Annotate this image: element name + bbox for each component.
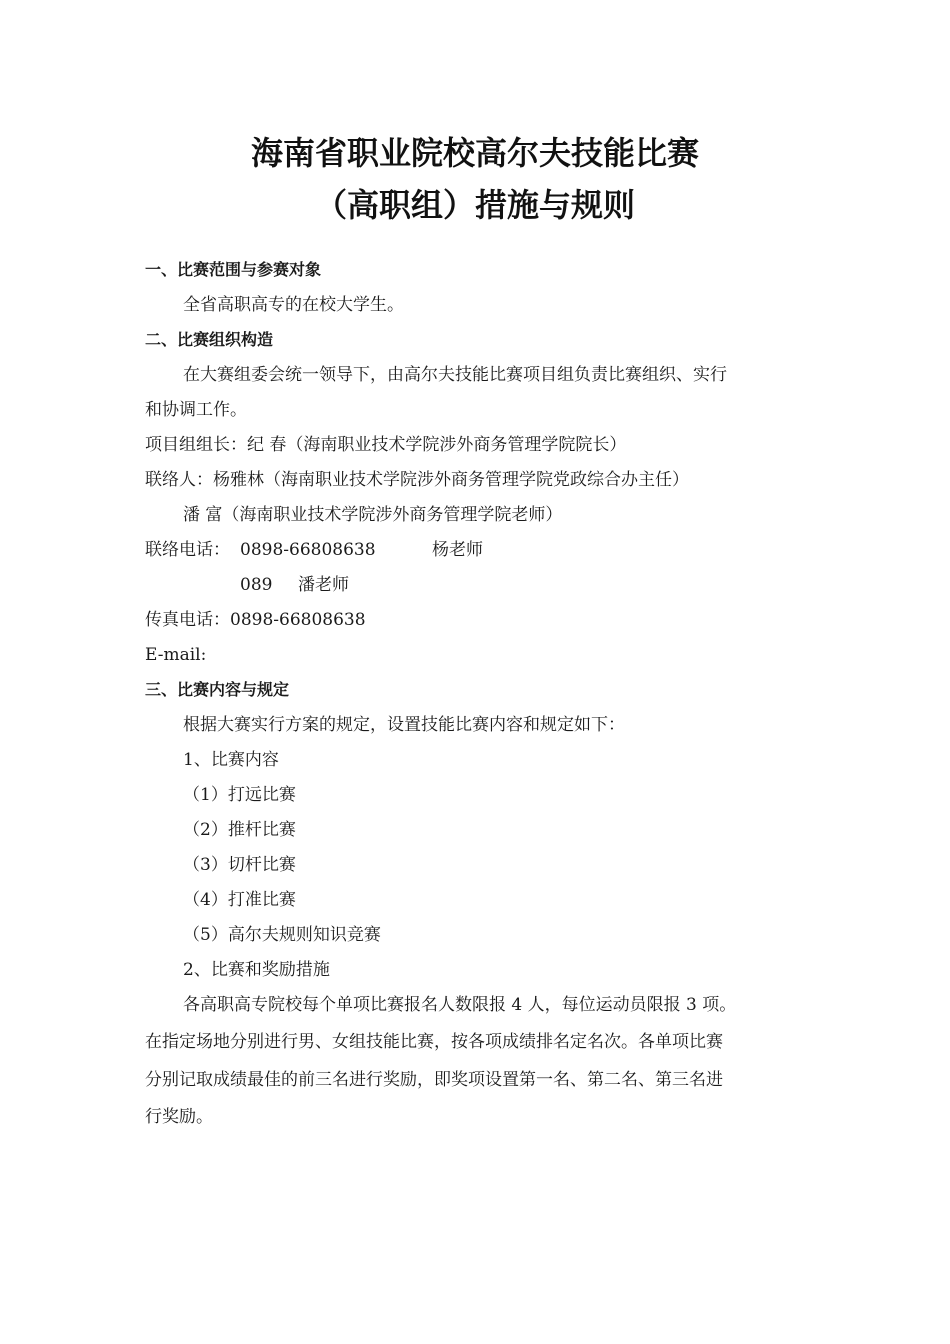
subsection-1-heading: 1、比赛内容 bbox=[183, 750, 279, 770]
section-3-heading: 三、比赛内容与规定 bbox=[145, 680, 290, 699]
email-label: E-mail: bbox=[145, 645, 207, 665]
list-item: （1）打远比赛 bbox=[183, 785, 296, 805]
contact-person-2: 潘 富（海南职业技术学院涉外商务管理学院老师） bbox=[183, 505, 563, 525]
phone-number-1: 0898-66808638 bbox=[240, 540, 376, 560]
list-item: （4）打准比赛 bbox=[183, 890, 296, 910]
phone-label: 联络电话： bbox=[145, 540, 230, 560]
section-1-text: 全省高职高专的在校大学生。 bbox=[183, 295, 404, 315]
subsection-2-heading: 2、比赛和奖励措施 bbox=[183, 960, 330, 980]
section-3-paragraph-line-2: 在指定场地分别进行男、女组技能比赛，按各项成绩排名定名次。各单项比赛 bbox=[145, 1032, 723, 1052]
contact-person: 联络人：杨雅林（海南职业技术学院涉外商务管理学院党政综合办主任） bbox=[145, 470, 689, 490]
list-item: （3）切杆比赛 bbox=[183, 855, 296, 875]
section-2-paragraph-line-1: 在大赛组委会统一领导下，由高尔夫技能比赛项目组负责比赛组织、实行 bbox=[183, 365, 727, 385]
project-leader: 项目组组长：纪 春（海南职业技术学院涉外商务管理学院院长） bbox=[145, 435, 627, 455]
section-3-paragraph-line-4: 行奖励。 bbox=[145, 1107, 213, 1127]
section-2-paragraph-line-2: 和协调工作。 bbox=[145, 400, 247, 420]
section-1-heading: 一、比赛范围与参赛对象 bbox=[145, 260, 322, 279]
document-title-line-2: （高职组）措施与规则 bbox=[314, 186, 635, 224]
section-3-paragraph-line-1: 各高职高专院校每个单项比赛报名人数限报 4 人，每位运动员限报 3 项。 bbox=[183, 995, 737, 1015]
phone-contact-name-1: 杨老师 bbox=[432, 540, 483, 560]
list-item: （5）高尔夫规则知识竞赛 bbox=[183, 925, 381, 945]
section-3-intro: 根据大赛实行方案的规定，设置技能比赛内容和规定如下： bbox=[183, 715, 625, 735]
document-title-line-1: 海南省职业院校高尔夫技能比赛 bbox=[250, 134, 699, 172]
section-2-heading: 二、比赛组织构造 bbox=[145, 330, 274, 349]
section-3-paragraph-line-3: 分别记取成绩最佳的前三名进行奖励，即奖项设置第一名、第二名、第三名进 bbox=[145, 1070, 723, 1090]
list-item: （2）推杆比赛 bbox=[183, 820, 296, 840]
phone-contact-name-2: 潘老师 bbox=[298, 575, 349, 595]
phone-number-2: 089 bbox=[240, 575, 273, 595]
fax-number: 传真电话：0898-66808638 bbox=[145, 610, 366, 630]
